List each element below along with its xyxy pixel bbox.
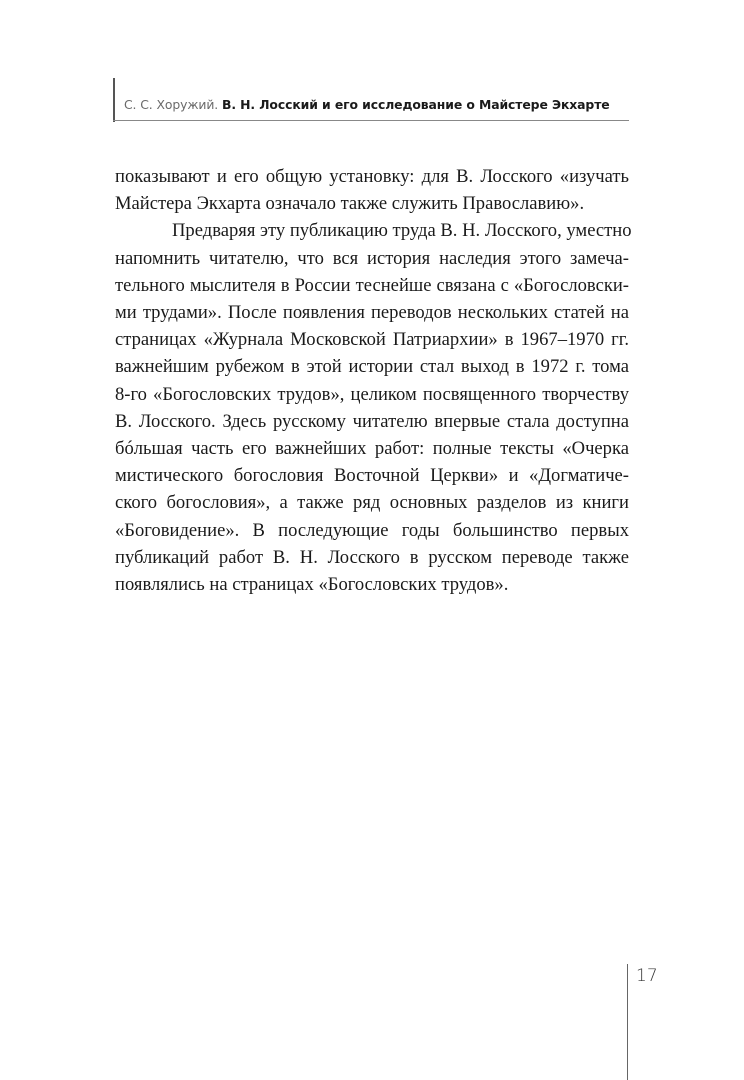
text-line: ского богословия», а также ряд основных разделов из книги [115,492,629,514]
text-line: страницах «Журнала Московской Патриархии» в 1967–1970 гг. [115,329,629,351]
text-line: В. Лосского. Здесь русскому читателю впервые стала доступна [115,410,629,432]
text-line: «Боговидение». В последующие годы большинство первых [115,519,629,541]
header-horizontal-rule [113,120,629,121]
running-head-author: С. С. Хоружий. [124,97,219,112]
text-line: появлялись на страницах «Богословских трудов». [115,574,509,596]
text-line: бóльшая часть его важнейших работ: полные тексты «Очерка [115,438,629,460]
page-number: 17 [636,966,658,986]
header-vertical-rule [113,78,115,122]
running-head-title: В. Н. Лосский и его исследование о Майстере Экхарте [221,97,610,112]
text-line: Майстера Экхарта означало также служить Православию». [115,193,585,215]
text-line-paragraph-start: Предваряя эту публикацию труда В. Н. Лосского, уместно [172,220,632,242]
body-text [115,163,632,598]
footer-vertical-rule [627,964,628,1080]
text-line: мистического богословия Восточной Церкви» и «Догматиче- [115,465,629,487]
running-head [124,97,610,112]
text-line: тельного мыслителя в России теснейше связана с «Богословски- [115,274,629,296]
text-line: важнейшим рубежом в этой истории стал выход в 1972 г. тома [115,356,629,378]
text-line: публикаций работ В. Н. Лосского в русском переводе также [115,546,629,568]
text-line: 8-го «Богословских трудов», целиком посвященного творчеству [115,383,629,405]
text-line: напомнить читателю, что вся история наследия этого замеча- [115,247,629,269]
text-line: показывают и его общую установку: для В. Лосского «изучать [115,166,629,187]
text-line: ми трудами». После появления переводов нескольких статей на [115,302,629,324]
